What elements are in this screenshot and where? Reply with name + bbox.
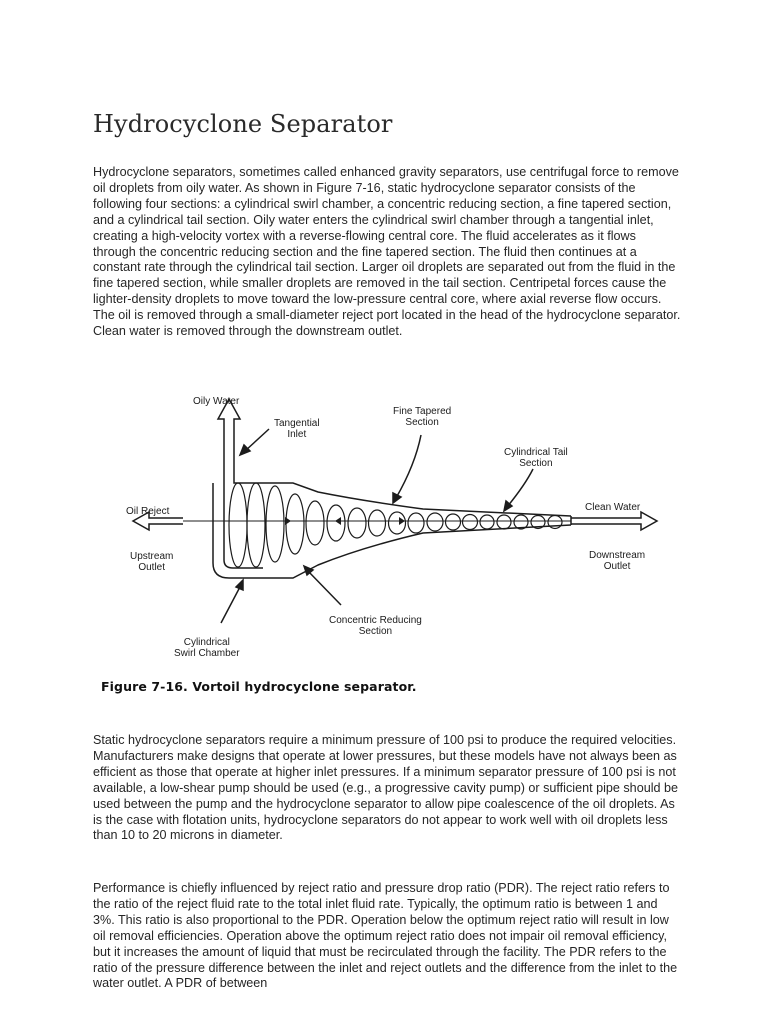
swirl-chamber-arrow xyxy=(221,585,241,623)
hydrocyclone-figure xyxy=(93,385,675,705)
label-cylindrical-swirl-chamber: Cylindrical Swirl Chamber xyxy=(174,637,240,659)
tangential-inlet-arrow xyxy=(245,429,269,451)
figure-caption: Figure 7-16. Vortoil hydrocyclone separator. xyxy=(101,679,417,694)
fine-tapered-arrow xyxy=(396,435,421,498)
label-fine-tapered-section: Fine Tapered Section xyxy=(393,406,452,428)
label-cylindrical-tail-section: Cylindrical Tail Section xyxy=(504,447,568,469)
label-downstream-outlet: Downstream Outlet xyxy=(589,550,646,572)
label-upstream-outlet: Upstream Outlet xyxy=(130,551,174,573)
body-paragraph-2: Static hydrocyclone separators require a minimum pressure of 100 psi to produce the required velocities. Manufacturers make designs that operate at lower pressures, but these models have not always been as efficient as those that operate at higher inlet pressures. If a minimum separator pressure of 100 psi is not available, a low-shear pump should be used (e.g., a progressive cavity pump) or sufficient pipe should be used between the pump and the hydrocyclone separator to allow pipe coalescence of the oil droplets. As is the case with flotation units, hydrocyclone separators do not appear to work well with oil droplets less than 10 to 20 microns in diameter. xyxy=(93,733,679,843)
label-oily-water: Oily Water xyxy=(193,396,240,407)
body-paragraph-3: Performance is chiefly influenced by reject ratio and pressure drop ratio (PDR). The reject ratio refers to the ratio of the reject fluid rate to the total inlet fluid rate. Typically, the optimum ratio is between 1 and 3%. This ratio is also proportional to the PDR. Operation below the optimum reject ratio will result in low oil removal efficiencies. Operation above the optimum reject ratio does not impair oil removal efficiency, but it increases the amount of liquid that must be recirculated through the facility. The PDR refers to the ratio of the pressure difference between the inlet and reject outlets and the difference from the inlet to the water outlet. A PDR of between xyxy=(93,881,678,991)
page-title: Hydrocyclone Separator xyxy=(93,110,393,138)
clean-water-arrow xyxy=(571,512,657,530)
tail-section-arrow xyxy=(507,469,533,507)
label-oil-reject: Oil Reject xyxy=(126,506,170,517)
label-concentric-reducing-section: Concentric Reducing Section xyxy=(329,615,422,637)
label-tangential-inlet: Tangential Inlet xyxy=(274,418,320,440)
swirl-chamber xyxy=(213,483,263,578)
body-paragraph-1: Hydrocyclone separators, sometimes called enhanced gravity separators, use centrifugal force to remove oil droplets from oily water. As shown in Figure 7-16, static hydrocyclone separator consists of the following four sections: a cylindrical swirl chamber, a concentric reducing section, a fine tapered section, and a cylindrical tail section. Oily water enters the cylindrical swirl chamber through a tangential inlet, creating a high-velocity vortex with a reverse-flowing central core. The fluid accelerates as it flows through the concentric reducing section and the fine tapered section. The fluid then continues at a constant rate through the cylindrical tail section. Larger oil droplets are separated out from the fluid in the fine tapered section, while smaller droplets are removed in the tail section. Centripetal forces cause the lighter-density droplets to move toward the low-pressure central core, where axial reverse flow occurs. The oil is removed through a small-diameter reject port located in the head of the hydrocyclone separator. Clean water is removed through the downstream outlet. xyxy=(93,165,681,339)
concentric-reducing-arrow xyxy=(307,570,341,605)
label-clean-water: Clean Water xyxy=(585,502,641,513)
